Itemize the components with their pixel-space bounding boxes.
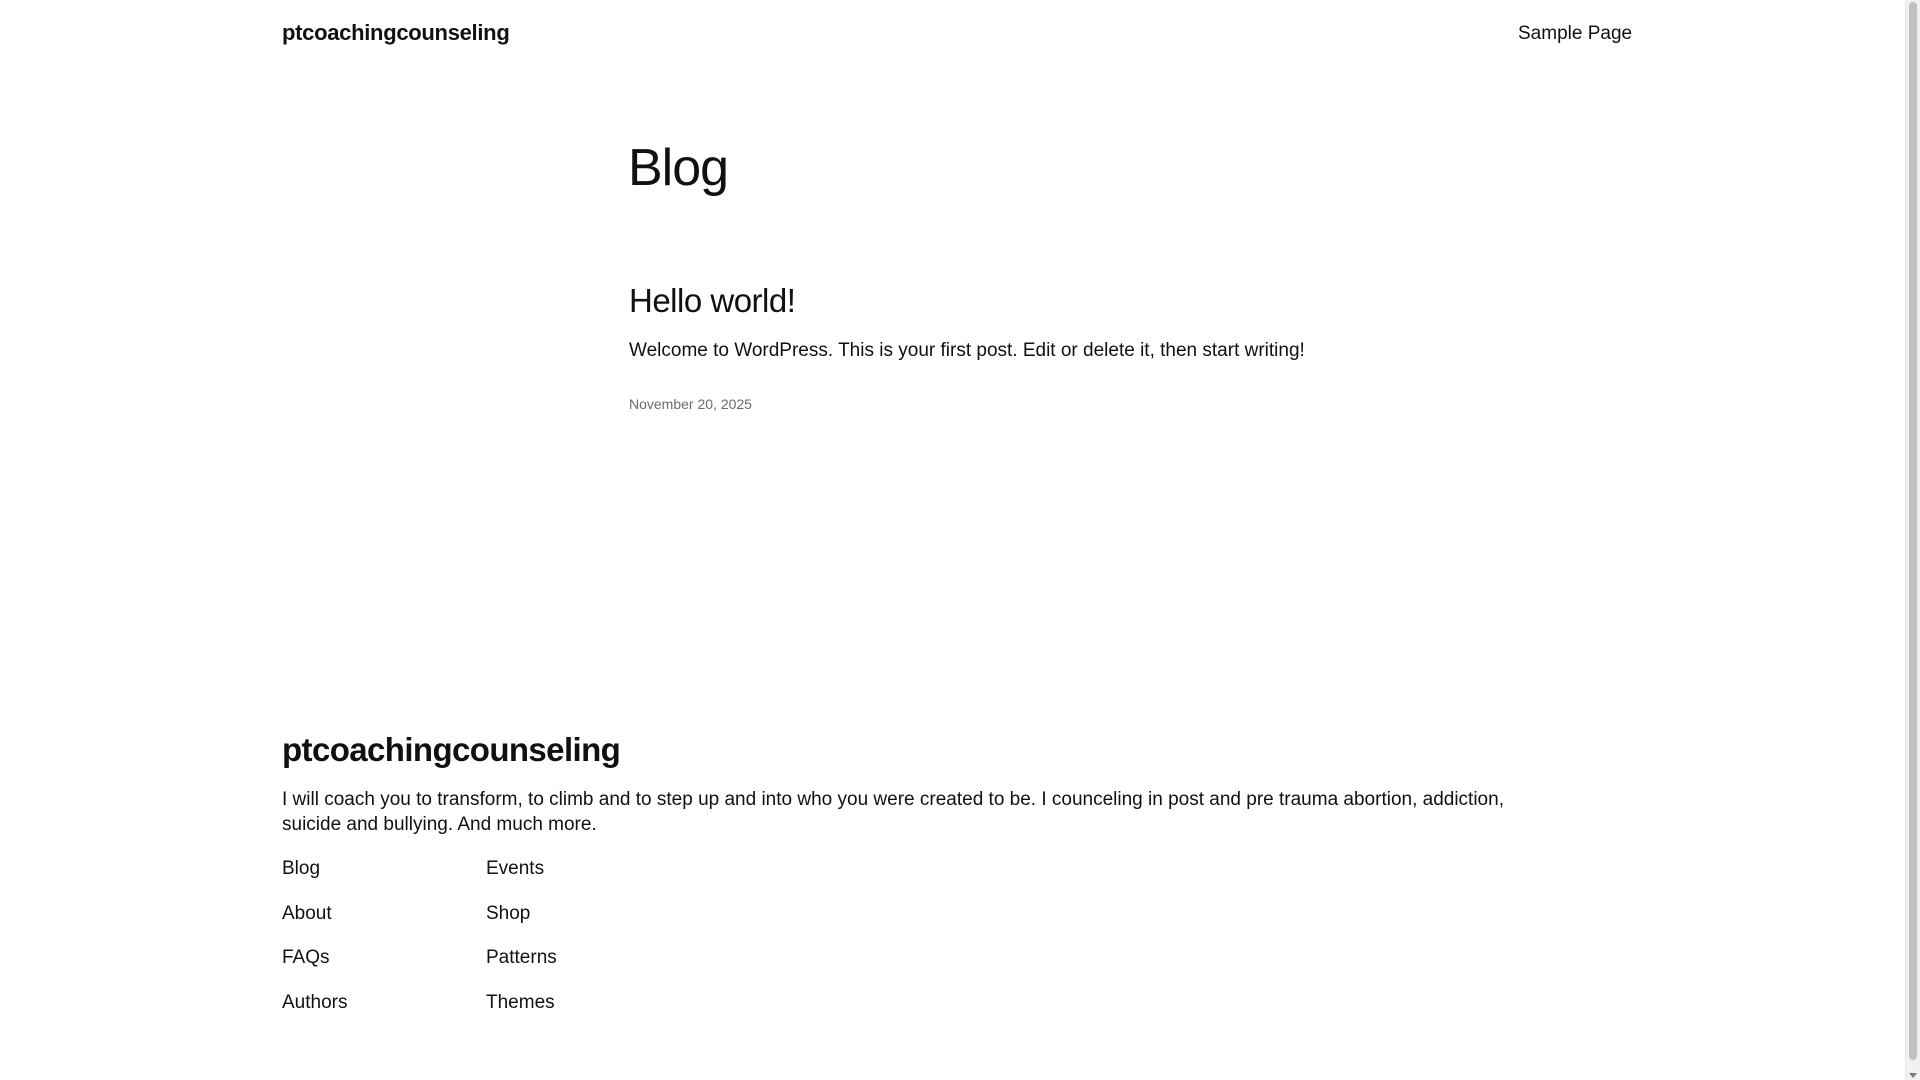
- footer-link-item: [282, 990, 347, 1035]
- footer-link-item: [486, 856, 557, 901]
- footer-link-shop[interactable]: Shop: [486, 902, 531, 924]
- nav-item-sample-page[interactable]: Sample Page: [1518, 23, 1633, 44]
- footer-link-about[interactable]: About: [282, 902, 332, 924]
- footer-link-item: [282, 856, 347, 901]
- footer-link-patterns[interactable]: Patterns: [486, 947, 557, 968]
- footer-nav-column-1: [282, 856, 347, 1034]
- footer-site-title[interactable]: ptcoachingcounseling: [282, 731, 621, 768]
- post-date[interactable]: November 20, 2025: [629, 396, 752, 412]
- scroll-down-arrow-icon[interactable]: [1909, 1073, 1917, 1078]
- scrollbar-thumb[interactable]: [1909, 2, 1917, 1060]
- footer-link-item: [486, 990, 557, 1035]
- footer-link-item: [486, 945, 557, 990]
- post-title-link[interactable]: Hello world!: [629, 282, 796, 319]
- footer-link-blog[interactable]: Blog: [282, 858, 321, 879]
- post-excerpt: Welcome to WordPress. This is your first post. Edit or delete it, then start writing!: [629, 340, 1305, 361]
- footer-link-item: [486, 901, 557, 946]
- footer-link-authors[interactable]: Authors: [282, 991, 348, 1013]
- footer-description: I will coach you to transform, to climb and to step up and into who you were created to be. I counceling in post and pre trauma abortion, addiction, suicide and bullying. And much more.: [282, 789, 1504, 835]
- footer-link-faqs[interactable]: FAQs: [282, 947, 330, 968]
- footer-nav-column-2: [486, 856, 557, 1034]
- footer-link-item: [282, 901, 347, 946]
- footer-link-item: [282, 945, 347, 990]
- site-title-link[interactable]: ptcoachingcounseling: [282, 20, 510, 45]
- vertical-scrollbar[interactable]: [1905, 0, 1920, 1080]
- footer-link-themes[interactable]: Themes: [486, 991, 555, 1013]
- page-title: Blog: [628, 139, 729, 197]
- footer-link-events[interactable]: Events: [486, 858, 545, 879]
